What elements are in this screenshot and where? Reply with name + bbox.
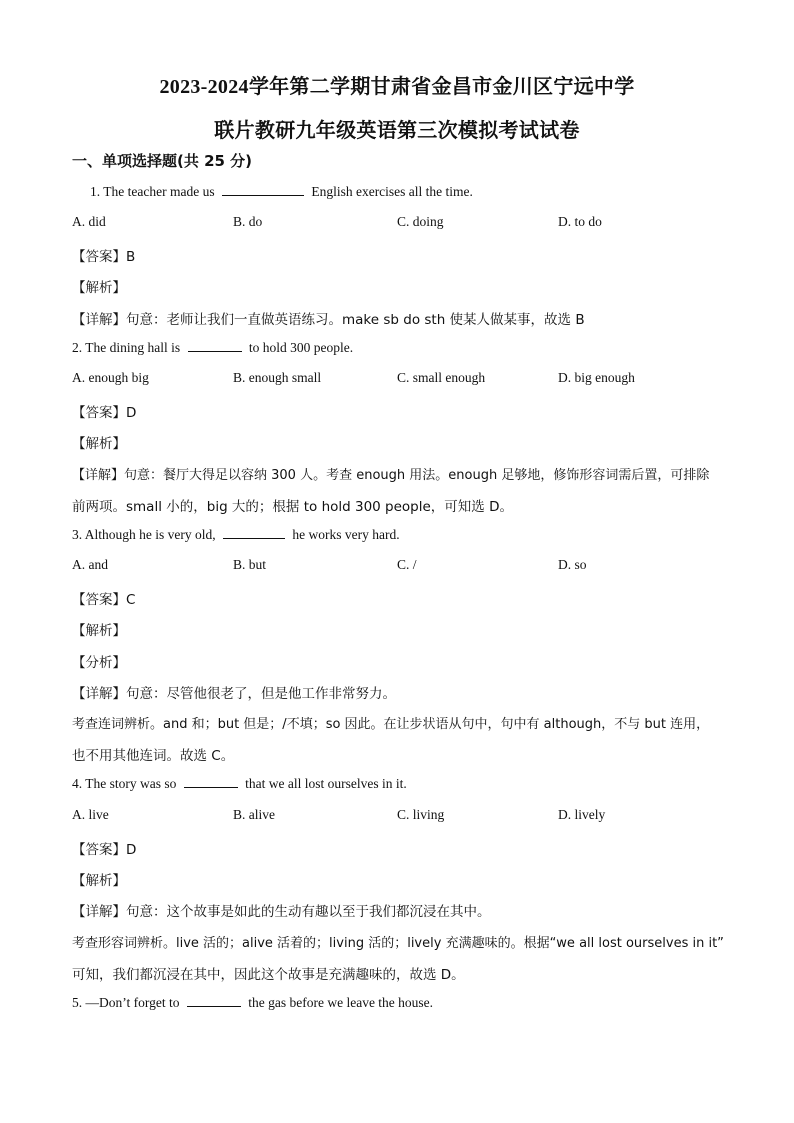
doc-title-line1: 2023-2024学年第二学期甘肃省金昌市金川区宁远中学 [159,76,635,98]
q1-option-c: C. doing [397,214,444,229]
q3-option-b: B. but [233,557,267,572]
answer-blank [184,775,238,788]
q4-option-a: A. live [72,807,109,822]
q2-detail-line2: 前两项。small 小的，big 大的；根据 to hold 300 people，可知选 D。 [72,499,513,515]
doc-title-line2: 联片教研九年级英语第三次模拟考试试卷 [214,120,580,142]
answer-blank [223,526,285,539]
q4-detail-line1: 【详解】句意：这个故事是如此的生动有趣以至于我们都沉浸在其中。 [72,904,491,920]
q2-option-d: D. big enough [558,370,635,385]
q2-jiexi: 【解析】 [72,436,126,452]
q3-detail-line1: 【详解】句意：尽管他很老了，但是他工作非常努力。 [72,686,396,702]
question-1-text-pre: 1. The teacher made us [90,184,218,199]
q3-fenxi: 【分析】 [72,655,126,671]
q1-answer: 【答案】B [72,249,136,265]
question-3-text-post: he works very hard. [289,527,400,542]
q3-answer: 【答案】C [72,592,136,608]
answer-blank [187,994,241,1007]
q2-option-b: B. enough small [233,370,322,385]
q4-option-b: B. alive [233,807,275,822]
question-5-text-post: the gas before we leave the house. [244,995,434,1010]
answer-blank [188,339,242,352]
q3-option-d: D. so [558,557,587,572]
question-4 [72,775,407,792]
q1-option-d: D. to do [558,214,602,229]
q3-detail-line3: 也不用其他连词。故选 C。 [72,748,235,764]
q4-option-c: C. living [397,807,445,822]
q1-jiexi: 【解析】 [72,280,126,296]
q3-option-c: C. / [397,557,417,572]
question-3-text-pre: 3. Although he is very old, [72,527,219,542]
question-2-text-pre: 2. The dining hall is [72,340,184,355]
question-4-text-post: that we all lost ourselves in it. [241,776,407,791]
q1-detail: 【详解】句意：老师让我们一直做英语练习。make sb do sth 使某人做某事，故选 B [72,312,585,328]
question-4-text-pre: 4. The story was so [72,776,180,791]
question-5 [72,994,433,1011]
q2-answer: 【答案】D [72,405,137,421]
q1-option-b: B. do [233,214,263,229]
q3-detail-line2: 考查连词辨析。and 和；but 但是；/不填；so 因此。在让步状语从句中，句中有 although，不与 but 连用， [72,717,710,732]
q1-option-a: A. did [72,214,106,229]
section-heading: 一、单项选择题(共 25 分) [72,152,253,170]
q4-option-d: D. lively [558,807,606,822]
q4-jiexi: 【解析】 [72,873,126,889]
q2-option-c: C. small enough [397,370,486,385]
question-2-text-post: to hold 300 people. [245,340,354,355]
q2-option-a: A. enough big [72,370,149,385]
question-1 [90,183,473,200]
q4-answer: 【答案】D [72,842,137,858]
answer-blank [222,183,304,196]
q3-jiexi: 【解析】 [72,623,126,639]
q2-detail-line1: 【详解】句意：餐厅大得足以容纳 300 人。考查 enough 用法。enough 足够地，修饰形容词需后置，可排除 [72,468,710,483]
q3-option-a: A. and [72,557,108,572]
q4-detail-line3: 可知，我们都沉浸在其中，因此这个故事是充满趣味的，故选 D。 [72,967,465,983]
q4-detail-line2: 考查形容词辨析。live 活的；alive 活着的；living 活的；lively 充满趣味的。根据“we all lost ourselves in it” [72,936,724,951]
question-5-text-pre: 5. —Don’t forget to [72,995,183,1010]
question-3 [72,526,400,543]
question-2 [72,339,353,356]
question-1-text-post: English exercises all the time. [307,184,473,199]
